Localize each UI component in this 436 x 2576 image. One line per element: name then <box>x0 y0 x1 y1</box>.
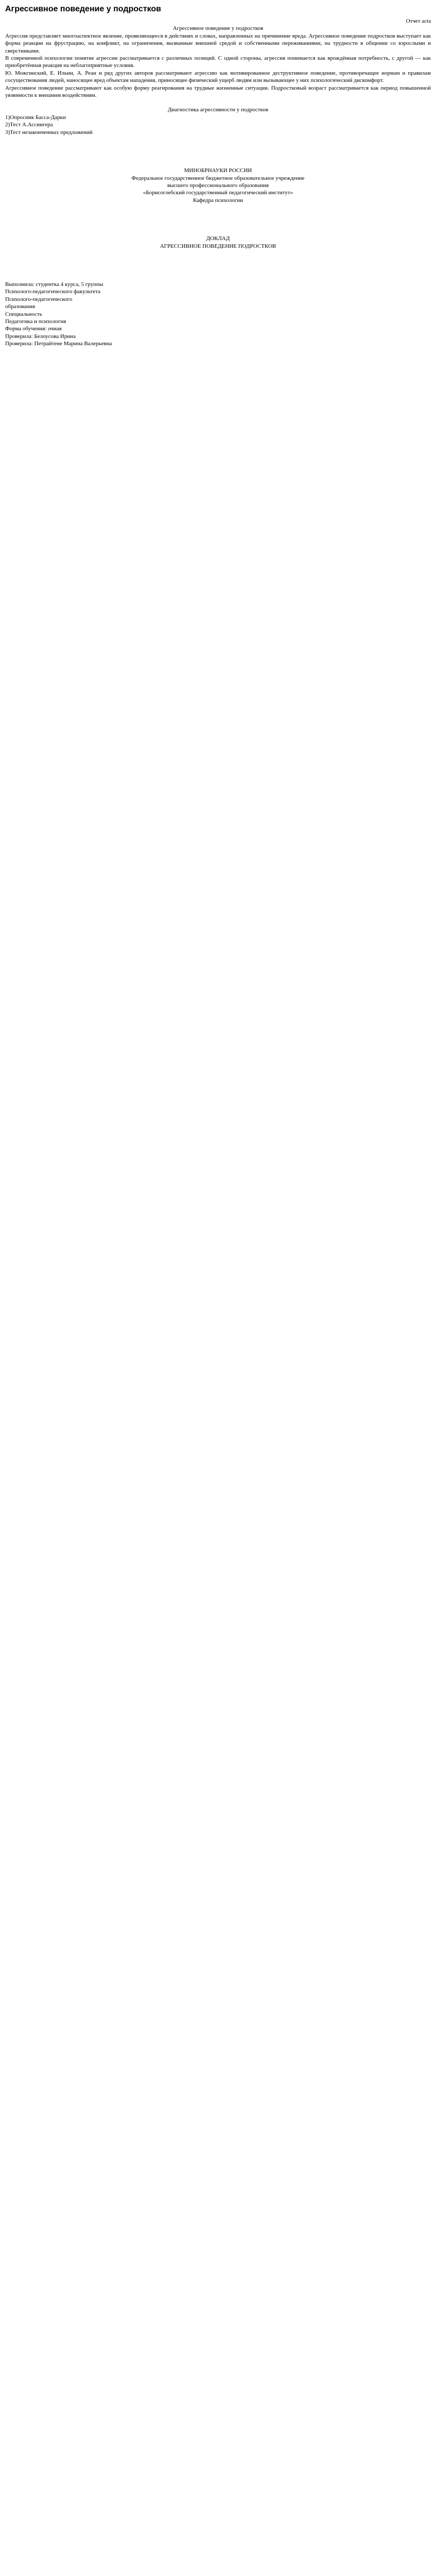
author-line: Выполнила: студентка 4 курса, 5 группы <box>5 281 103 287</box>
org-line: МИНОБРНАУКИ РОССИИ <box>184 167 252 174</box>
diagnostics-item: 2)Тест А.Ассингера <box>5 122 53 128</box>
diagnostics-item: 1)Опросник Басса-Дарки <box>5 114 66 121</box>
body-paragraph: Агрессивное поведение рассматривают как особую форму реагирования на трудные жизненные ситуации. Подростковый возраст рассматривается как период повышенной уязвимости к внешним воздействиям. <box>5 84 431 99</box>
diagnostics-item: 3)Тест незаконченных предложений <box>5 129 93 135</box>
diagnostics-title: Диагностика агрессивности у подростков <box>167 107 269 113</box>
body-paragraph: Ю. Можгинский, Е. Ильин, А. Реан и ряд других авторов рассматривают агрессию как мотивированное деструктивное поведение, противоречащее нормам и правилам сосуществования людей, наносящее вред объектам нападения, приносящее физический ущерб людям или вызывающее у них психологический дискомфорт. <box>5 70 431 84</box>
author-line: Проверила: Белоусова Ирина <box>5 333 76 340</box>
diagnostics-list <box>5 114 431 136</box>
body-paragraph: Агрессия представляет многоаспектное явление, проявляющееся в действиях и словах, направленных на причинение вреда. Агрессивное поведение подростков выступает как форма реакции на фрустрацию, на конфликт, на ограничения, вызванные внешней средой и собственными переживаниями, на трудности в общении со взрослыми и сверстниками. <box>5 32 431 54</box>
author-line: Форма обучения: очная <box>5 326 62 332</box>
author-line: образования <box>5 303 36 310</box>
org-line: «Борисоглебский государственный педагогический институт» <box>143 190 293 196</box>
org-line: высшего профессионального образования <box>167 182 269 189</box>
author-line: Проверила: Петрайтене Марина Валерьевна <box>5 341 112 347</box>
doc-subject: АГРЕССИВНОЕ ПОВЕДЕНИЕ ПОДРОСТКОВ <box>160 243 276 249</box>
body-text <box>5 32 431 99</box>
doc-type: ДОКЛАД <box>206 235 230 242</box>
section-heading: Агрессивное поведение у подростков <box>172 25 264 32</box>
author-block <box>5 281 431 348</box>
org-line: Кафедра психологии <box>193 197 243 204</box>
document-title: Агрессивное поведение у подростков <box>5 5 161 13</box>
right-label: Отчет acta <box>406 18 431 24</box>
author-line: Психолого-педагогического <box>5 296 73 302</box>
author-line: Психолого-педагогического факультета <box>5 289 100 295</box>
body-paragraph: В современной психологии понятие агрессии рассматривается с различных позиций. С одной стороны, агрессия понимается как врождённая потребность, с другой — как приобретённая реакция на неблагоприятные условия. <box>5 55 431 69</box>
org-line: Федеральное государственное бюджетное образовательное учреждение <box>131 175 305 181</box>
author-line: Педагогика и психология <box>5 318 66 325</box>
author-line: Специальность <box>5 311 42 317</box>
org-block <box>5 167 431 204</box>
